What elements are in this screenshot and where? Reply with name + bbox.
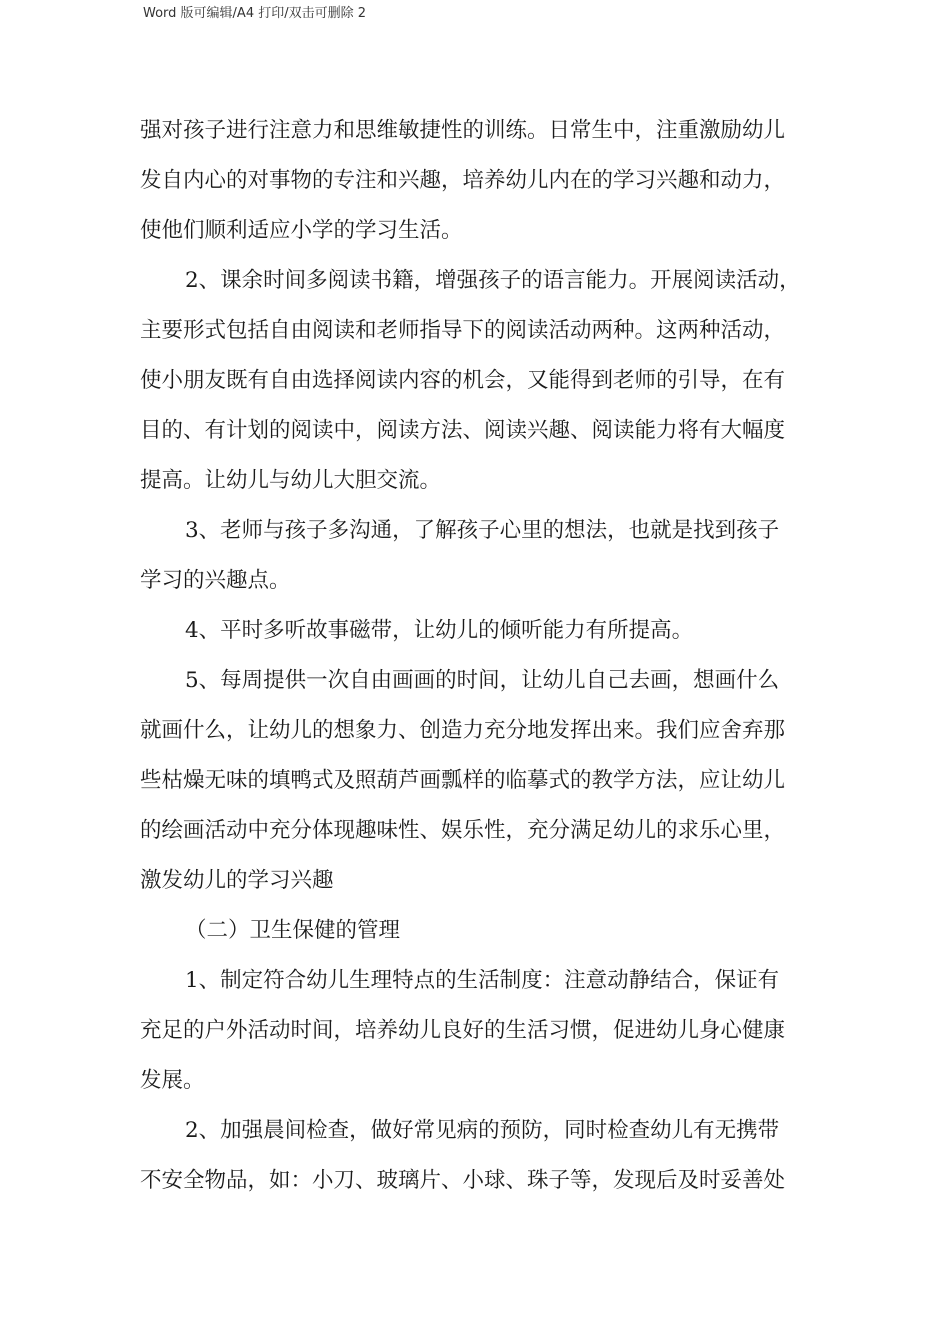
text-line: 目的、有计划的阅读中，阅读方法、阅读兴趣、阅读能力将有大幅度 <box>140 418 786 443</box>
text-line: 发自内心的对事物的专注和兴趣，培养幼儿内在的学习兴趣和动力， <box>140 168 786 193</box>
text-line: 的绘画活动中充分体现趣味性、娱乐性，充分满足幼儿的求乐心里， <box>140 818 786 843</box>
text-line: 2、加强晨间检查，做好常见病的预防，同时检查幼儿有无携带 <box>185 1118 780 1143</box>
text-line: 不安全物品，如：小刀、玻璃片、小球、珠子等，发现后及时妥善处 <box>140 1168 786 1193</box>
page-header: Word 版可编辑/A4 打印/双击可删除 2 <box>143 6 367 21</box>
text-line: 5、每周提供一次自由画画的时间，让幼儿自己去画，想画什么 <box>185 668 780 693</box>
text-line: 充足的户外活动时间，培养幼儿良好的生活习惯，促进幼儿身心健康 <box>140 1018 786 1043</box>
section-heading: （二）卫生保健的管理 <box>185 918 401 943</box>
text-line: 1、制定符合幼儿生理特点的生活制度：注意动静结合，保证有 <box>185 968 780 993</box>
text-line: 3、老师与孩子多沟通，了解孩子心里的想法，也就是找到孩子 <box>185 518 780 543</box>
text-line: 主要形式包括自由阅读和老师指导下的阅读活动两种。这两种活动， <box>140 318 786 343</box>
text-line: 些枯燥无味的填鸭式及照葫芦画瓢样的临摹式的教学方法，应让幼儿 <box>140 768 786 793</box>
text-line: 使小朋友既有自由选择阅读内容的机会，又能得到老师的引导，在有 <box>140 368 786 393</box>
text-line: 使他们顺利适应小学的学习生活。 <box>140 218 463 243</box>
text-line: 强对孩子进行注意力和思维敏捷性的训练。日常生中，注重激励幼儿 <box>140 118 786 143</box>
text-line: 激发幼儿的学习兴趣 <box>140 868 334 893</box>
text-line: 学习的兴趣点。 <box>140 568 291 593</box>
text-line: 4、平时多听故事磁带，让幼儿的倾听能力有所提高。 <box>185 618 694 643</box>
text-line: 就画什么，让幼儿的想象力、创造力充分地发挥出来。我们应舍弃那 <box>140 718 786 743</box>
text-line: 2、课余时间多阅读书籍，增强孩子的语言能力。开展阅读活动， <box>185 268 801 293</box>
text-line: 发展。 <box>140 1068 205 1093</box>
text-line: 提高。让幼儿与幼儿大胆交流。 <box>140 468 442 493</box>
